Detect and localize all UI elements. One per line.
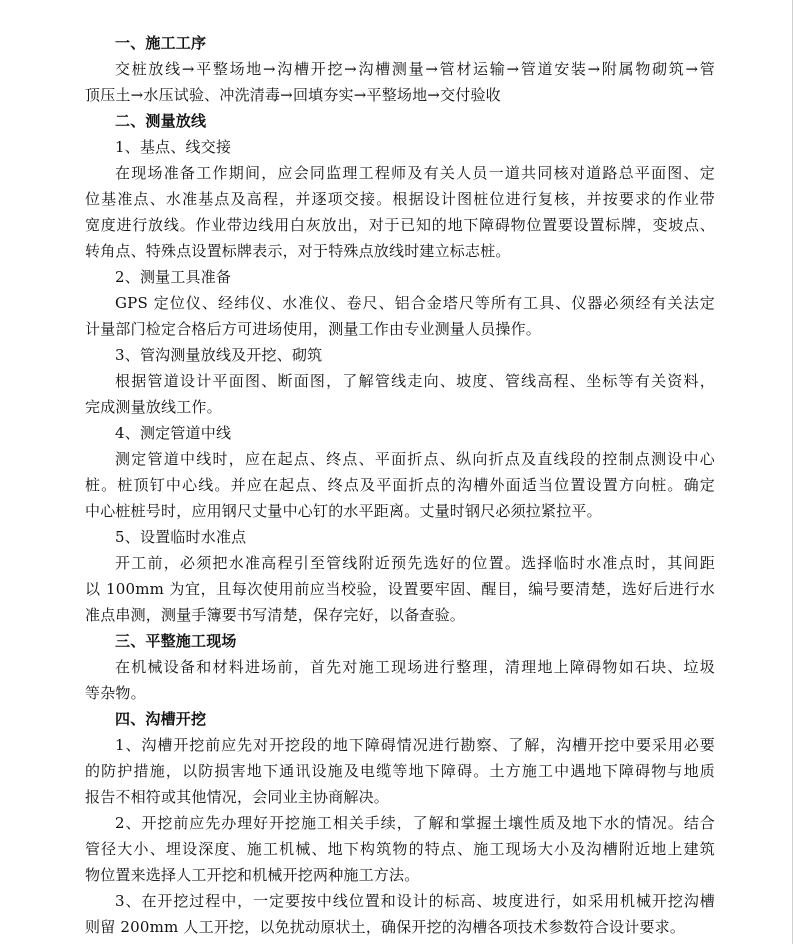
paragraph-line (85, 82, 715, 108)
paragraph-line (85, 836, 715, 862)
paragraph-line (85, 264, 715, 290)
line-text: GPS 定位仪、经纬仪、水准仪、卷尺、铝合金塔尺等所有工具、仪器必须经有关法定 (115, 294, 715, 312)
line-text: 转角点、特殊点设置标牌表示，对于特殊点放线时建立标志桩。 (85, 242, 511, 260)
paragraph-line (85, 914, 715, 940)
paragraph-line (85, 160, 715, 186)
line-text: 4、测定管道中线 (115, 424, 232, 442)
line-text: 则留 200mm 人工开挖，以免扰动原状土，确保开挖的沟槽各项技术参数符合设计要求。 (85, 918, 686, 936)
line-text: 桩。桩顶钉中心线。并应在起点、终点及平面折点的沟槽外面适当位置设置方向桩。确定 (85, 476, 715, 494)
paragraph-line (85, 810, 715, 836)
line-text: 中心桩桩号时，应用钢尺丈量中心钉的水平距离。丈量时钢尺必须拉紧拉平。 (85, 502, 602, 520)
line-text: 宽度进行放线。作业带边线用白灰放出，对于已知的地下障碍物位置要设置标牌，变坡点、 (85, 216, 715, 234)
section-heading (85, 108, 715, 134)
paragraph-line (85, 680, 715, 706)
line-text: 二、测量放线 (115, 112, 207, 130)
line-text: 1、基点、线交接 (115, 138, 232, 156)
paragraph-line (85, 316, 715, 342)
line-text: 准点串测，测量手簿要书写清楚，保存完好，以备查验。 (85, 606, 466, 624)
paragraph-line (85, 446, 715, 472)
line-text: 5、设置临时水准点 (115, 528, 247, 546)
line-text: 2、测量工具准备 (115, 268, 232, 286)
line-text: 等杂物。 (85, 684, 146, 702)
paragraph-line (85, 784, 715, 810)
paragraph-line (85, 862, 715, 888)
line-text: 位基准点、水准基点及高程，并逐项交接。根据设计图桩位进行复核，并按要求的作业带 (85, 190, 715, 208)
paragraph-line (85, 290, 715, 316)
paragraph-line (85, 56, 715, 82)
line-text: 以 100mm 为宜，且每次使用前应当校验，设置要牢固、醒目，编号要清楚，选好后进行水 (85, 580, 715, 598)
line-text: 开工前，必须把水准高程引至管线附近预先选好的位置。选择临时水准点时，其间距 (115, 554, 715, 572)
paragraph-line (85, 732, 715, 758)
line-text: 顶压土→水压试验、冲洗清毒→回填夯实→平整场地→交付验收 (85, 86, 501, 104)
section-heading (85, 628, 715, 654)
line-text: 2、开挖前应先办理好开挖施工相关手续，了解和掌握土壤性质及地下水的情况。结合 (115, 814, 715, 832)
paragraph-line (85, 368, 715, 394)
paragraph-line (85, 394, 715, 420)
section-heading (85, 30, 715, 56)
line-text: 交桩放线→平整场地→沟槽开挖→沟槽测量→管材运输→管道安装→附属物砌筑→管 (115, 60, 715, 78)
line-text: 在现场准备工作期间，应会同监理工程师及有关人员一道共同核对道路总平面图、定 (115, 164, 715, 182)
line-text: 计量部门检定合格后方可进场使用，测量工作由专业测量人员操作。 (85, 320, 542, 338)
line-text: 3、管沟测量放线及开挖、砌筑 (115, 346, 323, 364)
paragraph-line (85, 134, 715, 160)
paragraph-line (85, 498, 715, 524)
paragraph-line (85, 186, 715, 212)
line-text: 1、沟槽开挖前应先对开挖段的地下障碍情况进行勘察、了解，沟槽开挖中要采用必要 (115, 736, 715, 754)
paragraph-line (85, 758, 715, 784)
line-text: 报告不相符或其他情况，会同业主协商解决。 (85, 788, 390, 806)
paragraph-line (85, 238, 715, 264)
paragraph-line (85, 212, 715, 238)
line-text: 一、施工工序 (115, 34, 207, 52)
line-text: 三、平整施工现场 (115, 632, 237, 650)
paragraph-line (85, 654, 715, 680)
line-text: 3、在开挖过程中，一定要按中线位置和设计的标高、坡度进行，如采用机械开挖沟槽 (115, 892, 715, 910)
line-text: 根据管道设计平面图、断面图，了解管线走向、坡度、管线高程、坐标等有关资料， (115, 372, 715, 390)
paragraph-line (85, 602, 715, 628)
document-body (85, 30, 715, 940)
paragraph-line (85, 420, 715, 446)
line-text: 管径大小、埋设深度、施工机械、地下构筑物的特点、施工现场大小及沟槽附近地上建筑 (85, 840, 715, 858)
paragraph-line (85, 472, 715, 498)
line-text: 物位置来选择人工开挖和机械开挖两种施工方法。 (85, 866, 420, 884)
paragraph-line (85, 888, 715, 914)
line-text: 在机械设备和材料进场前，首先对施工现场进行整理，清理地上障碍物如石块、垃圾 (115, 658, 715, 676)
line-text: 的防护措施，以防损害地下通讯设施及电缆等地下障碍。土方施工中遇地下障碍物与地质 (85, 762, 715, 780)
line-text: 完成测量放线工作。 (85, 398, 222, 416)
paragraph-line (85, 342, 715, 368)
paragraph-line (85, 524, 715, 550)
line-text: 测定管道中线时，应在起点、终点、平面折点、纵向折点及直线段的控制点测设中心 (115, 450, 715, 468)
paragraph-line (85, 550, 715, 576)
section-heading (85, 706, 715, 732)
line-text: 四、沟槽开挖 (115, 710, 207, 728)
paragraph-line (85, 576, 715, 602)
